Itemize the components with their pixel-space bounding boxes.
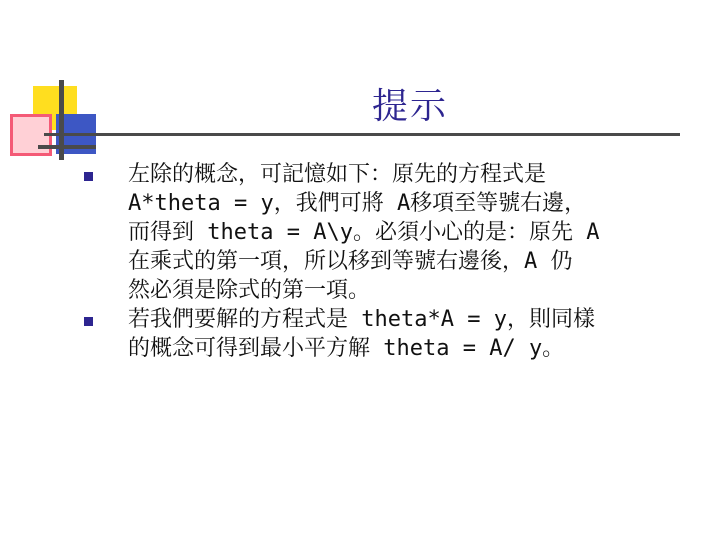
bullet-line: 在乘式的第一項，所以移到等號右邊後，A 仍: [128, 249, 573, 274]
bullet-line: 若我們要解的方程式是 theta*A = y，則同樣: [128, 307, 595, 332]
title-divider: [44, 133, 680, 136]
square-bullet-icon: [84, 317, 93, 326]
bullet-item-2: [80, 305, 700, 363]
square-bullet-icon: [84, 172, 93, 181]
bullet-list: [80, 160, 700, 363]
logo-horizontal-line: [38, 145, 96, 149]
bullet-line: A*theta = y，我們可將 A移項至等號右邊，: [128, 191, 587, 216]
bullet-item-1: [80, 160, 700, 305]
bullet-line: 的概念可得到最小平方解 theta = A/ y。: [128, 336, 565, 361]
bullet-line: 而得到 theta = A\y。必須小心的是：原先 A: [128, 220, 600, 245]
bullet-line: 然必須是除式的第一項。: [128, 278, 371, 303]
slide-title: 提示: [371, 86, 448, 127]
bullet-line: 左除的概念，可記憶如下：原先的方程式是: [128, 162, 547, 187]
